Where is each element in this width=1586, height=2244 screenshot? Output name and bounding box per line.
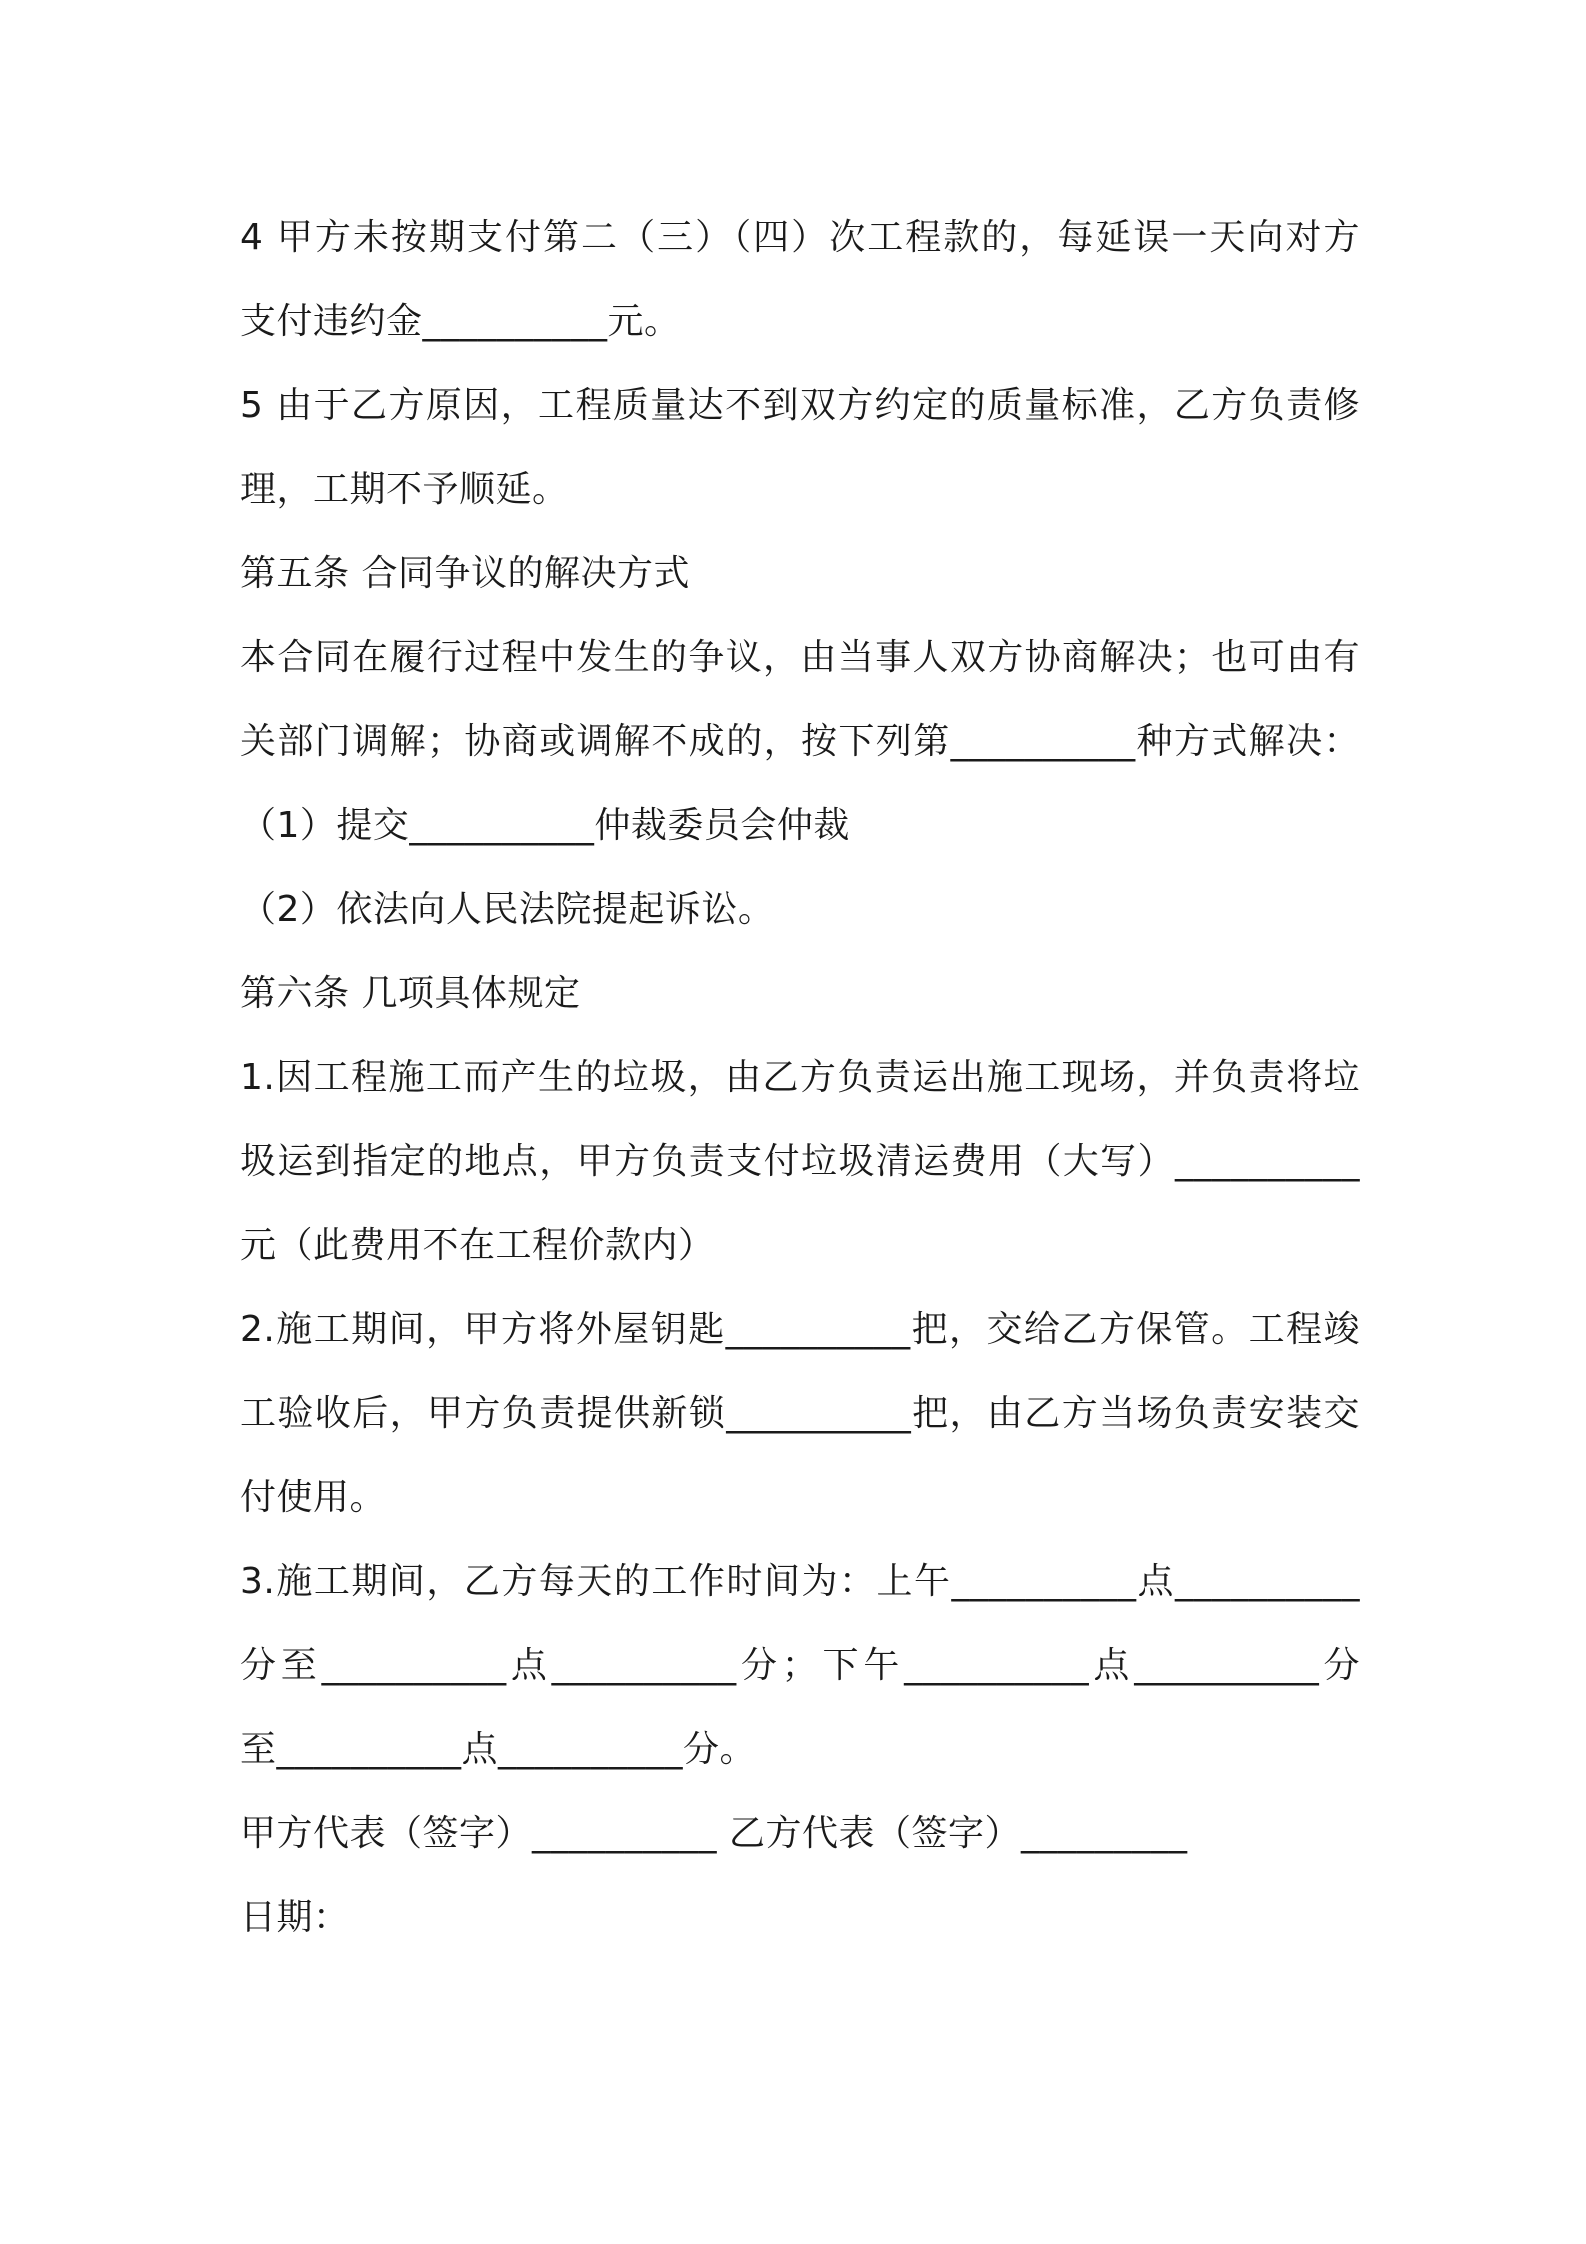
clause-line: 支付违约金__________元。 [240, 301, 681, 342]
option-item-1: （1）提交__________仲裁委员会仲裁 [240, 805, 850, 846]
clause-line: 元（此费用不在工程价款内） [240, 1225, 715, 1266]
section-heading-article-5: 第五条 合同争议的解决方式 [240, 553, 690, 594]
clause-line: 圾运到指定的地点，甲方负责支付垃圾清运费用（大写）__________ [240, 1141, 1360, 1182]
clause-line: 5 由于乙方原因，工程质量达不到双方约定的质量标准，乙方负责修 [240, 385, 1360, 426]
signature-line: 甲方代表（签字）__________ 乙方代表（签字）_________ [240, 1813, 1188, 1854]
clause-line: 1.因工程施工而产生的垃圾，由乙方负责运出施工现场，并负责将垃 [240, 1057, 1360, 1098]
clause-line: 分至__________点__________分；下午__________点__________分 [240, 1645, 1360, 1686]
option-item-2: （2）依法向人民法院提起诉讼。 [240, 889, 775, 930]
clause-line: 4 甲方未按期支付第二（三）（四）次工程款的，每延误一天向对方 [240, 217, 1360, 258]
section-heading-article-6: 第六条 几项具体规定 [240, 973, 581, 1014]
clause-line: 关部门调解；协商或调解不成的，按下列第__________种方式解决： [240, 721, 1360, 762]
clause-line: 至__________点__________分。 [240, 1729, 757, 1770]
clause-line: 3.施工期间，乙方每天的工作时间为：上午__________点__________ [240, 1561, 1360, 1602]
clause-line: 理，工期不予顺延。 [240, 469, 569, 510]
clause-line: 工验收后，甲方负责提供新锁__________把，由乙方当场负责安装交 [240, 1393, 1360, 1434]
clause-line: 本合同在履行过程中发生的争议，由当事人双方协商解决；也可由有 [240, 637, 1360, 678]
clause-line: 2.施工期间，甲方将外屋钥匙__________把，交给乙方保管。工程竣 [240, 1309, 1360, 1350]
contract-text [240, 196, 1360, 1960]
clause-line: 付使用。 [240, 1477, 387, 1518]
date-line: 日期： [240, 1897, 350, 1938]
